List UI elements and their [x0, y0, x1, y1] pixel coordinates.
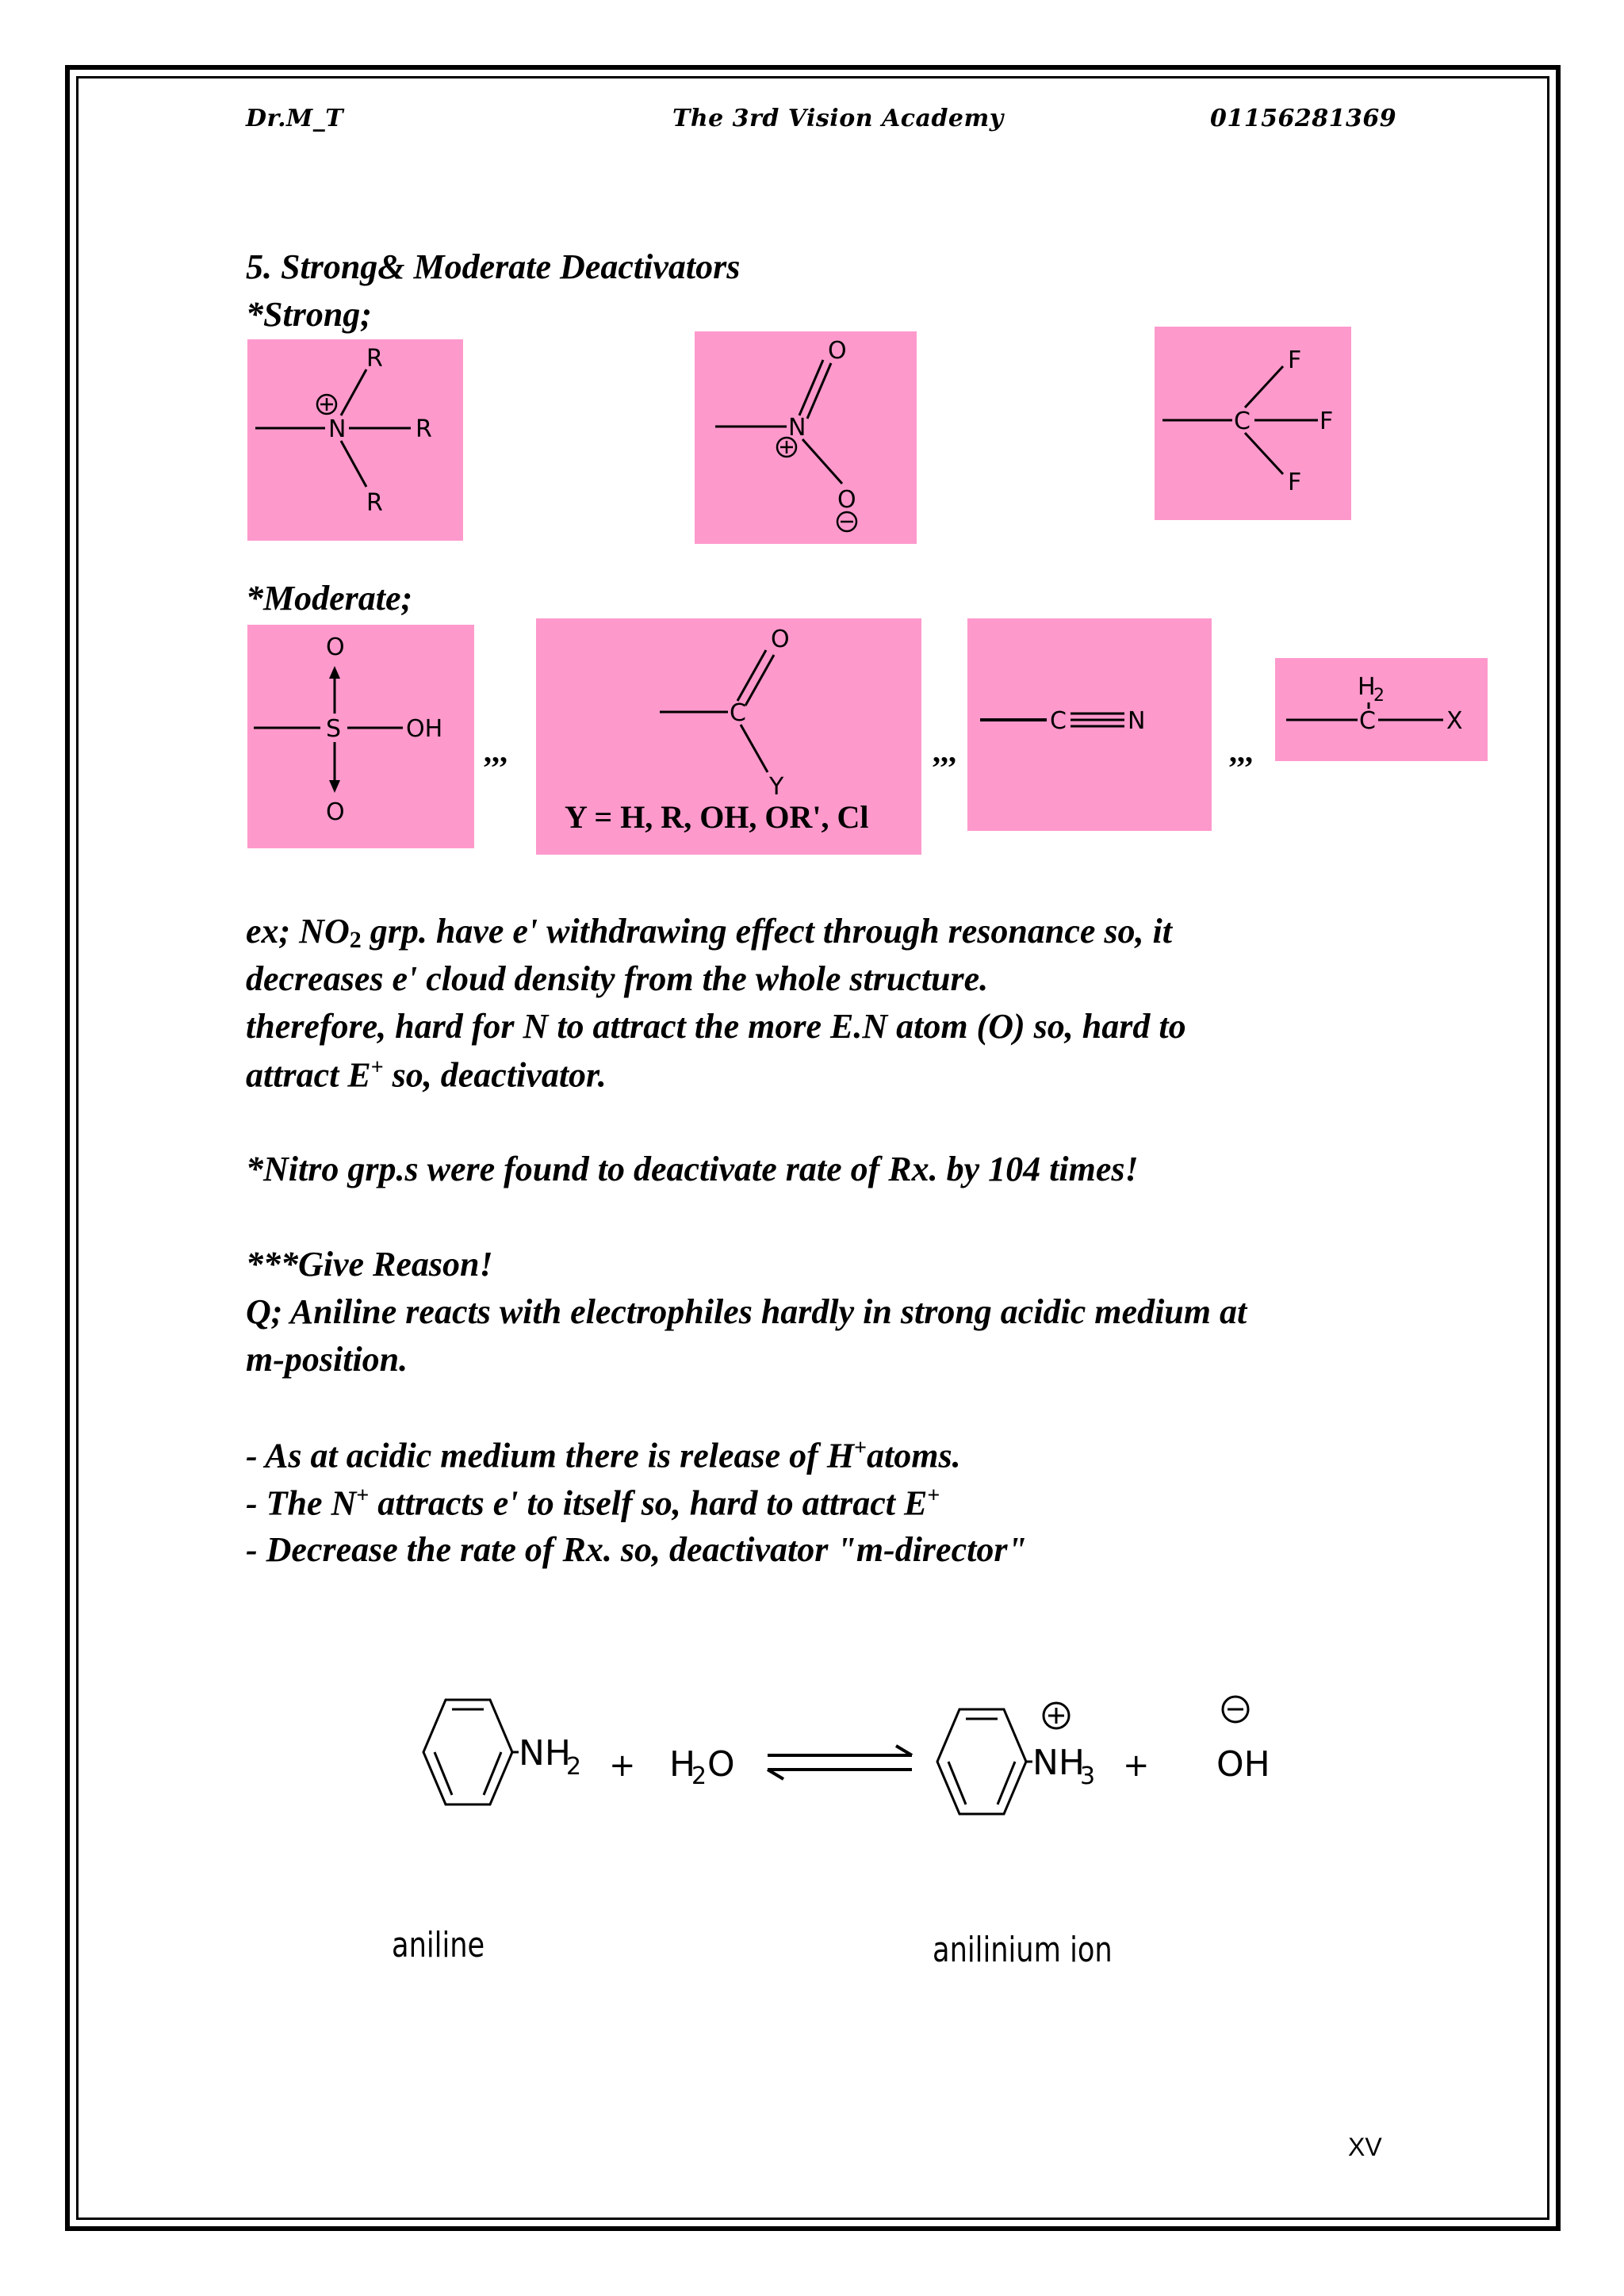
sulfonic-o-top: O	[326, 633, 345, 661]
water-subscript: 2	[691, 1762, 707, 1790]
nitro-o-top: O	[828, 337, 847, 365]
halomethyl-c-label: C	[1359, 707, 1376, 735]
nitro-note: *Nitro grp.s were found to deactivate rate of Rx. by 104 times!	[246, 1150, 1139, 1188]
anilinium-label: anilinium ion	[933, 1930, 1113, 1970]
give-reason-heading: ***Give Reason!	[246, 1245, 493, 1284]
structure-halomethyl	[1275, 658, 1488, 761]
nitro-n-label: N	[788, 414, 806, 442]
plus-sign: +	[1123, 1747, 1150, 1784]
bullet-2-mid: attracts e' to itself so, hard to attract E	[369, 1483, 928, 1523]
header-phone: 01156281369	[1210, 105, 1397, 132]
halomethyl-h-label: H	[1358, 673, 1376, 701]
aniline-label: aniline	[392, 1925, 485, 1965]
plus-sign: +	[609, 1747, 636, 1784]
halomethyl-x-label: X	[1446, 707, 1463, 735]
separator: ,,,	[1229, 733, 1253, 769]
e-plus-superscript: +	[370, 1055, 384, 1080]
ex-line-2: decreases e' cloud density from the whole structure.	[246, 959, 989, 998]
cf3-f-right: F	[1320, 408, 1334, 435]
aniline-benzene-ring	[423, 1700, 512, 1804]
e-plus-superscript: +	[927, 1483, 940, 1508]
water-h-label: H	[669, 1744, 696, 1785]
reaction-scheme	[373, 1673, 1293, 2022]
carbonyl-y-label: Y	[769, 773, 784, 801]
structure-trifluoromethyl	[1155, 327, 1351, 520]
bullet-2-pre: - The N	[246, 1483, 357, 1523]
anilinium-nh-label: NH	[1032, 1743, 1085, 1783]
aniline-nh-label: NH	[519, 1733, 571, 1774]
reason-bullet-3: - Decrease the rate of Rx. so, deactivator "m-director"	[246, 1530, 1027, 1569]
ammonium-r-top: R	[366, 345, 383, 373]
ex-line-4	[246, 1057, 607, 1093]
h-plus-superscript: +	[854, 1436, 868, 1460]
reason-bullet-1	[246, 1437, 961, 1474]
sulfonic-s-label: S	[326, 715, 342, 743]
bullet-1-pre: - As at acidic medium there is release of H	[246, 1436, 855, 1475]
structure-carbonyl	[536, 618, 921, 855]
ammonium-n-label: N	[328, 415, 347, 443]
ex-line-4-pre: attract E	[246, 1055, 371, 1095]
structure-sulfonic-acid	[247, 625, 474, 848]
page-number: XV	[1348, 2133, 1382, 2161]
structure-ammonium	[247, 339, 463, 541]
cyano-c-label: C	[1050, 707, 1067, 735]
carbonyl-c-label: C	[730, 699, 746, 727]
ex-line-3: therefore, hard for N to attract the more E.N atom (O) so, hard to	[246, 1007, 1186, 1046]
structure-nitro	[695, 331, 917, 544]
cf3-f-top: F	[1288, 346, 1302, 374]
no2-subscript: 2	[349, 927, 362, 953]
ammonium-r-bottom: R	[366, 489, 383, 517]
hydroxide-label: OH	[1216, 1744, 1270, 1785]
equilibrium-arrow-icon	[768, 1746, 912, 1779]
ex-line-4-post: so, deactivator.	[383, 1055, 607, 1095]
aniline-nh2-subscript: 2	[566, 1753, 582, 1781]
structure-cyano	[967, 618, 1212, 831]
anilinium-benzene-ring	[937, 1709, 1026, 1814]
separator: ,,,	[484, 733, 508, 769]
ex-line-1-post: grp. have e' withdrawing effect through resonance so, it	[361, 912, 1173, 951]
nitro-o-bottom: O	[837, 486, 856, 514]
anilinium-nh3-subscript: 3	[1080, 1762, 1096, 1790]
cyano-n-label: N	[1128, 707, 1146, 735]
section-title: 5. Strong& Moderate Deactivators	[246, 247, 741, 286]
reason-bullet-2	[246, 1485, 940, 1521]
n-plus-superscript: +	[356, 1483, 370, 1508]
cf3-c-label: C	[1234, 408, 1251, 435]
carbonyl-y-values: Y = H, R, OH, OR', Cl	[565, 799, 869, 835]
ammonium-r-right: R	[416, 415, 432, 443]
separator: ,,,	[933, 733, 956, 769]
ex-line-1	[246, 914, 1172, 952]
strong-label: *Strong;	[246, 295, 372, 334]
question-line-1: Q; Aniline reacts with electrophiles hardly in strong acidic medium at	[246, 1292, 1247, 1331]
sulfonic-oh-label: OH	[406, 715, 443, 743]
bullet-1-post: atoms.	[867, 1436, 961, 1475]
sulfonic-o-bottom: O	[326, 798, 345, 826]
ex-line-1-pre: ex; NO	[246, 912, 350, 951]
cf3-f-bottom: F	[1288, 469, 1302, 496]
header-academy: The 3rd Vision Academy	[672, 105, 1004, 132]
question-line-2: m-position.	[246, 1340, 408, 1379]
moderate-label: *Moderate;	[246, 579, 413, 618]
header-author: Dr.M_T	[246, 105, 344, 132]
water-o-label: O	[707, 1744, 735, 1785]
halomethyl-h-subscript: 2	[1373, 686, 1385, 706]
carbonyl-o-label: O	[771, 626, 790, 653]
